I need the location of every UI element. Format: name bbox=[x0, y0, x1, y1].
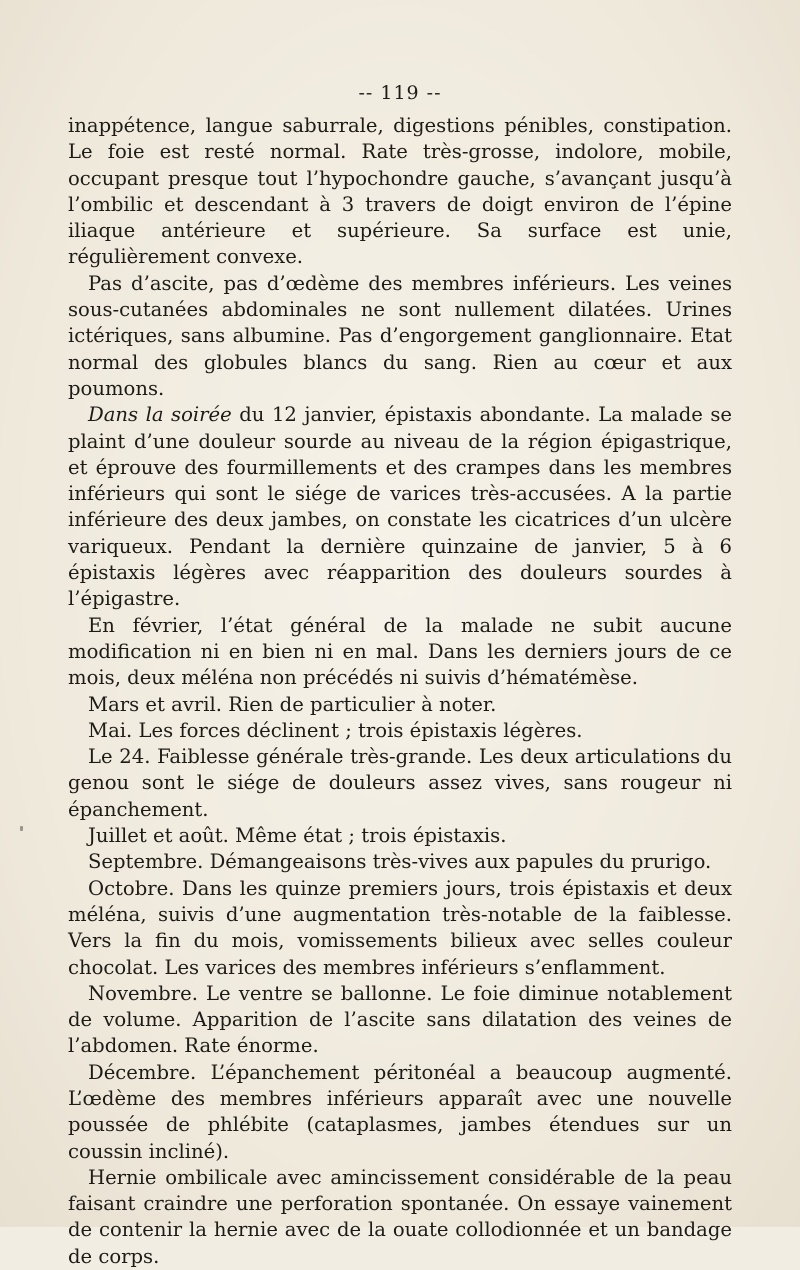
paragraph-2: Pas d’ascite, pas d’œdème des membres inférieurs. Les veines sous-cutanées abdominales ne sont nullement dilatées. Urines ictériques, sans albumine. Pas d’engorgement ganglionnaire. Etat normal des globules blancs du sang. Rien au cœur et aux poumons. bbox=[68, 271, 732, 400]
margin-speck bbox=[20, 826, 23, 831]
paragraph-7: Le 24. Faiblesse générale très-grande. Les deux articulations du genou sont le siége de douleurs assez vives, sans rougeur ni épanchement. bbox=[68, 745, 732, 821]
paragraph-13: Hernie ombilicale avec amincissement considérable de la peau faisant craindre une perforation spontanée. On essaye vainement de contenir la hernie avec de la ouate collodionnée et un bandage de corps. bbox=[68, 1165, 732, 1268]
paragraph-10: Octobre. Dans les quinze premiers jours, trois épistaxis et deux méléna, suivis d’une augmentation très-notable de la faiblesse. Vers la fin du mois, vomissements bilieux avec selles couleur chocolat. Les varices des membres inférieurs s’enflamment. bbox=[68, 876, 732, 979]
paragraph-9: Septembre. Démangeaisons très-vives aux papules du prurigo. bbox=[88, 850, 712, 874]
paragraph-12: Décembre. L’épanchement péritonéal a beaucoup augmenté. L’œdème des membres inférieurs apparaît avec une nouvelle poussée de phlébite (cataplasmes, jambes étendues sur un coussin incliné). bbox=[68, 1060, 732, 1163]
page-number-header: -- 119 -- bbox=[358, 82, 442, 104]
paragraph-4: En février, l’état général de la malade ne subit aucune modification ni en bien ni en mal. Dans les derniers jours de ce mois, deux méléna non précédés ni suivis d’hématémèse. bbox=[68, 613, 732, 690]
page-body bbox=[68, 113, 732, 1270]
italic-lead: Dans la soirée bbox=[88, 403, 232, 427]
paragraph-1: inappétence, langue saburrale, digestions pénibles, constipation. Le foie est resté normal. Rate très-grosse, indolore, mobile, occupant presque tout l’hypochondre gauche, s’avançant jusqu’à l’ombilic et descendant à 3 travers de doigt environ de l’épine iliaque antérieure et supérieure. Sa surface est unie, régulièrement convexe. bbox=[68, 114, 732, 269]
paragraph-5: Mars et avril. Rien de particulier à noter. bbox=[88, 692, 497, 716]
paragraph-3 bbox=[68, 402, 732, 612]
paragraph-11: Novembre. Le ventre se ballonne. Le foie diminue notablement de volume. Apparition de l’ascite sans dilatation des veines de l’abdomen. Rate énorme. bbox=[68, 981, 732, 1058]
paragraph-8: Juillet et août. Même état ; trois épistaxis. bbox=[88, 824, 507, 848]
paragraph-3-text: du 12 janvier, épistaxis abondante. La malade se plaint d’une douleur sourde au niveau de la région épigastrique, et éprouve des fourmillements et des crampes dans les membres inférieurs qui sont le siége de varices très-accusées. A la partie inférieure des deux jambes, on constate les cicatrices d’un ulcère variqueux. Pendant la dernière quinzaine de janvier, 5 à 6 épistaxis légères avec réapparition des douleurs sourdes à l’épigastre. bbox=[68, 403, 733, 611]
paragraph-6: Mai. Les forces déclinent ; trois épistaxis légères. bbox=[88, 718, 583, 742]
